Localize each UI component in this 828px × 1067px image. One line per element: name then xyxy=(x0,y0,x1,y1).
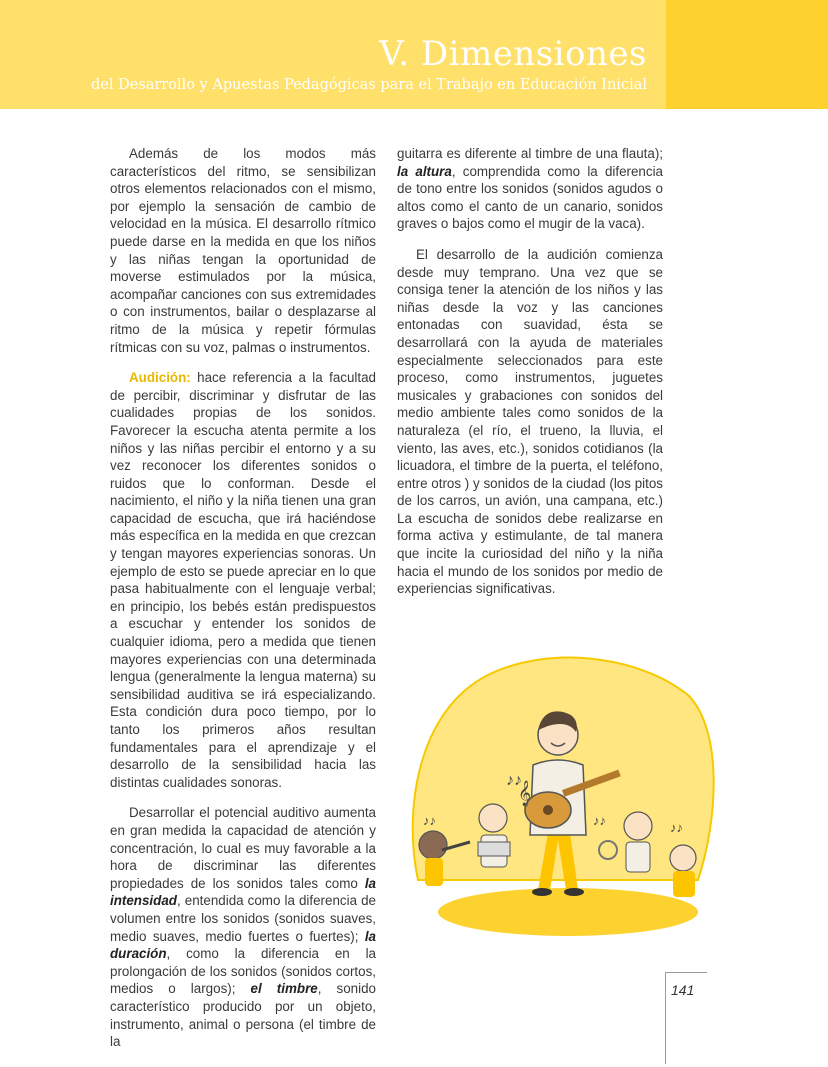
text-span: , sonido característico producido por un objeto, instrumento, animal o persona (el timbre de la xyxy=(110,981,377,1050)
page-header xyxy=(0,0,828,109)
music-note-icon: ♪♪ xyxy=(423,813,436,828)
paragraph-audicion-text: hace referencia a la facultad de percibir, discriminar y disfrutar de las cualidades propias de los sonidos. Favorecer la escucha atenta permite a los niños y las niñas percibir el entorno y a su vez reconocer los diferentes sonidos o ruidos que lo conforman. Desde el nacimiento, el niño y la niña tienen una gran capacidad de escucha, que irá haciéndose más específica en la medida en que crezcan y tengan mayores experiencias sonoras. Un ejemplo de esto se puede apreciar en lo que pasa habitualmente con el lenguaje verbal; en principio, los bebés están predispuestos a escuchar y entender los sonidos de cualquier idioma, pero a medida que tienen mayores experiencias con una determinada lengua (generalmente la lengua materna) su sensibilidad auditiva se irá especializando. Esta condición dura poco tiempo, por lo tanto los primeros años resultan fundamentales para el aprendizaje y el desarrollo de la sensibilidad hacia las distintas cualidades sonoras. xyxy=(110,370,376,790)
paragraph-ritmo: Además de los modos más característicos del ritmo, se sensibilizan otros elementos relacionados con el mismo, por ejemplo la sensación de cambio de velocidad en la música. El desarrollo rítmico puede darse en la medida en que los niños y las niñas tengan la oportunidad de moverse estimulados por la música, acompañar canciones con sus extremidades o con instrumentos, bailar o desplazarse al ritmo de la música y repetir fórmulas rítmicas con su voz, palmas o instrumentos. xyxy=(110,146,376,355)
page-number-rule-horizontal xyxy=(665,972,707,973)
music-note-icon: ♪♪ xyxy=(506,772,522,789)
term-duracion: la duración xyxy=(110,928,376,962)
page-number-rule-vertical xyxy=(665,972,666,1064)
text-span: , como la diferencia en la prolongación de los sonidos (sonidos cortos, medios o largos); xyxy=(110,946,376,997)
term-altura: la altura xyxy=(397,163,452,179)
music-note-icon: ♪♪ xyxy=(593,813,606,828)
left-column xyxy=(110,145,376,1064)
right-column xyxy=(397,145,663,611)
paragraph-altura xyxy=(397,145,663,233)
paragraph-desarrollo-audicion: El desarrollo de la audición comienza desde muy temprano. Una vez que se consiga tener la atención de los niños y las niñas desde la voz y las canciones entonadas con suavidad, ésta se desarrollará con la ayuda de materiales especialmente seleccionados para este proceso, como instrumentos, juguetes musicales y grabaciones con sonidos del medio ambiente tales como sonidos de la naturaleza (el río, el trueno, la lluvia, el viento, las aves, etc.), sonidos cotidianos (la licuadora, el timbre de la puerta, el teléfono, entre otros ) y sonidos de la ciudad (los pitos de los carros, un avión, una campana, etc.) La escucha de sonidos debe realizarse en forma activa y estimulante, de tal manera que incite la curiosidad del niño y la niña hacia el mundo de los sonidos por medio de experiencias significativas. xyxy=(397,246,663,597)
term-timbre: el timbre xyxy=(250,981,318,997)
text-span: guitarra es diferente al timbre de una flauta); xyxy=(397,146,663,161)
text-span: , entendida como la diferencia de volumen entre los sonidos (sonidos suaves, medio suaves, medio fuertes o fuertes); xyxy=(110,893,376,944)
paragraph-audicion xyxy=(110,369,376,791)
child-accordion xyxy=(478,804,510,867)
keyword-audicion: Audición: xyxy=(129,370,191,386)
chapter-subtitle: del Desarrollo y Apuestas Pedagógicas para el Trabajo en Educación Inicial xyxy=(90,77,647,93)
text-span: Desarrollar el potencial auditivo aumenta en gran medida la capacidad de atención y concentración, lo cual es muy favorable a la hora de discriminar las diferentes propiedades de los sonidos tales como xyxy=(110,805,376,891)
term-intensidad: la intensidad xyxy=(110,875,376,909)
music-teacher-children-illustration xyxy=(398,650,718,940)
chapter-title: V. Dimensiones xyxy=(379,34,647,74)
paragraph-potencial-auditivo xyxy=(110,804,376,1050)
music-note-icon: ♪♪ xyxy=(670,820,683,835)
treble-clef-icon: 𝄞 xyxy=(518,780,532,805)
text-span: , comprendida como la diferencia de tono entre los sonidos (sonidos agudos o altos como el canto de un canario, sonidos graves o bajos como el mugir de la vaca). xyxy=(397,163,664,232)
header-corner-tab xyxy=(666,0,828,109)
page-number: 141 xyxy=(671,982,695,998)
